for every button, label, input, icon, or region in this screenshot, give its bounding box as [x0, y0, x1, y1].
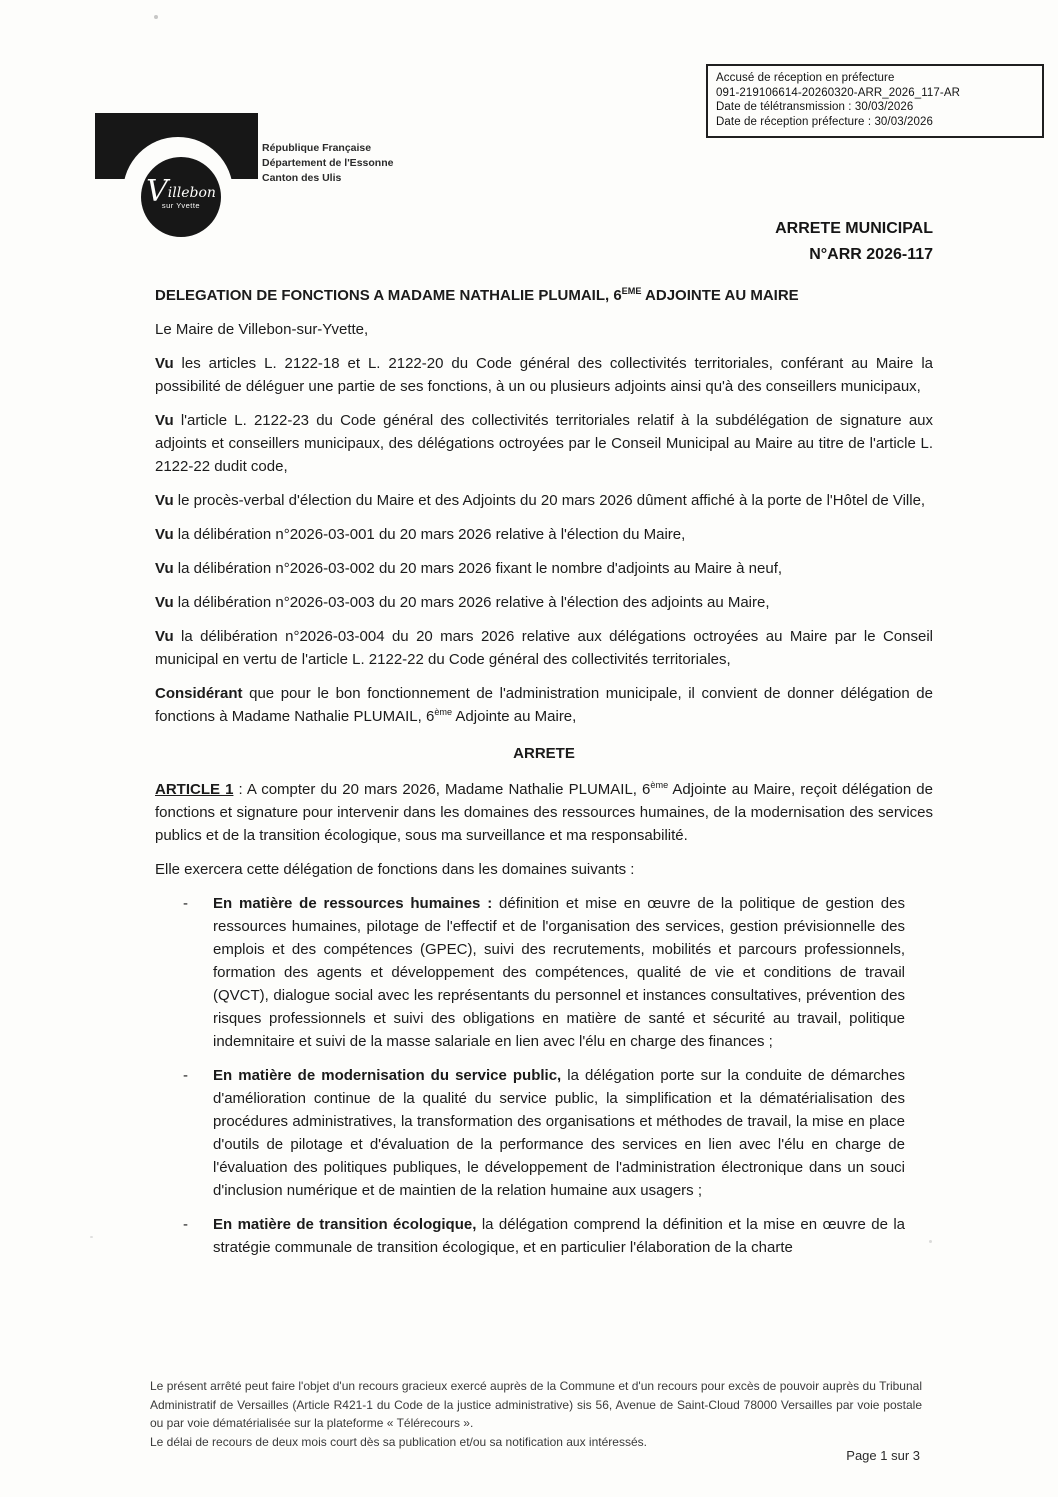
- article1-paragraph: ARTICLE 1 : A compter du 20 mars 2026, Madame Nathalie PLUMAIL, 6ème Adjointe au Maire, reçoit délégation de fonctions et signature pour intervenir dans les domaines des ressources humaines, de la modernisation des services publics et de la transition écologique, sous ma surveillance et ma responsabilité.: [155, 780, 933, 844]
- delegation-intro: Elle exercera cette délégation de fonctions dans les domaines suivants :: [155, 861, 635, 878]
- reception-line: Accusé de réception en préfecture: [716, 72, 895, 84]
- dash-marker: -: [183, 895, 188, 912]
- recital-paragraph: Vu le procès-verbal d'élection du Maire et des Adjoints du 20 mars 2026 dûment affiché à la porte de l'Hôtel de Ville,: [155, 492, 926, 509]
- document-body: [155, 284, 933, 1270]
- doc-title-line: ARRETE MUNICIPAL: [775, 220, 933, 237]
- delegation-item: [183, 892, 905, 1053]
- footer-line: Le présent arrêté peut faire l'objet d'un recours gracieux exercé auprès de la Commune et d'un recours pour excès de pouvoir auprès du Tribunal Administratif de Versailles (Article R421-1 du Code de la justice administrative) sis 56, Avenue de Saint-Cloud 78000 Versailles par voie postale ou par voie dématérialisée sur la plateforme « Télérecours ».: [150, 1379, 922, 1430]
- footer-note: [150, 1377, 922, 1451]
- logo-wordmark: Villebon: [146, 173, 216, 209]
- delegation-item: [183, 1064, 905, 1202]
- reception-line: Date de télétransmission : 30/03/2026: [716, 101, 914, 113]
- arrete-label: ARRETE: [513, 745, 575, 762]
- recital-paragraph: Vu la délibération n°2026-03-003 du 20 mars 2026 relative à l'élection des adjoints au Maire,: [155, 594, 770, 611]
- recital-paragraph: Vu les articles L. 2122-18 et L. 2122-20 du Code général des collectivités territoriales, conférant au Maire la possibilité de déléguer une partie de ses fonctions, à un ou plusieurs adjoints ainsi qu'à des conseillers municipaux,: [155, 355, 933, 395]
- doc-number: N°ARR 2026-117: [809, 246, 933, 263]
- commune-logo: [95, 112, 270, 257]
- prefecture-reception-stamp: [706, 64, 1044, 138]
- recital-paragraph: Vu l'article L. 2122-23 du Code général des collectivités territoriales relatif à la subdélégation de signature aux adjoints et conseillers municipaux, des délégations octroyées par le Conseil Municipal au Maire au titre de l'article L. 2122-22 dudit code,: [155, 412, 933, 475]
- doc-title: [775, 216, 933, 268]
- recital-paragraph: Vu la délibération n°2026-03-001 du 20 mars 2026 relative à l'élection du Maire,: [155, 526, 686, 543]
- considerant-paragraph: Considérant que pour le bon fonctionnement de l'administration municipale, il convient de donner délégation de fonctions à Madame Nathalie PLUMAIL, 6ème Adjointe au Maire,: [155, 685, 933, 725]
- footer-line: Le délai de recours de deux mois court dès sa publication et/ou sa notification aux intéressés.: [150, 1434, 647, 1449]
- doc-heading: DELEGATION DE FONCTIONS A MADAME NATHALIE PLUMAIL, 6EME ADJOINTE AU MAIRE: [155, 286, 799, 304]
- delegation-item: [183, 1213, 905, 1259]
- salutation: Le Maire de Villebon-sur-Yvette,: [155, 321, 369, 338]
- recital-paragraph: Vu la délibération n°2026-03-002 du 20 mars 2026 fixant le nombre d'adjoints au Maire à neuf,: [155, 560, 783, 577]
- region-line: République Française: [262, 142, 372, 154]
- page-number: Page 1 sur 3: [846, 1448, 920, 1463]
- republic-lines: [262, 141, 393, 186]
- delegation-item-text: En matière de ressources humaines : définition et mise en œuvre de la politique de gestion des ressources humaines, pilotage de l'effectif et de l'organisation des services, gestion prévisionnelle des emplois et des compétences (GPEC), suivi des recrutements, mobilités et parcours professionnels, formation des agents et développement des compétences, qualité de vie et conditions de travail (QVCT), dialogue social avec les représentants du personnel et instances consultatives, prévention des risques professionnels et suivi des obligations en matière de santé et sécurité au travail, politique indemnitaire et suivi de la masse salariale en lien avec l'élu en charge des finances ;: [213, 895, 905, 1050]
- scan-artifact: [154, 15, 158, 19]
- region-line: Canton des Ulis: [262, 172, 342, 184]
- article1-label: ARTICLE 1: [155, 781, 234, 798]
- region-line: Département de l'Essonne: [262, 157, 394, 169]
- dash-marker: -: [183, 1067, 188, 1084]
- logo-seal: [141, 157, 221, 237]
- reception-line: 091-219106614-20260320-ARR_2026_117-AR: [716, 86, 960, 99]
- scan-artifact: [90, 1236, 93, 1238]
- logo-subtitle: sur Yvette: [161, 200, 201, 210]
- dash-marker: -: [183, 1216, 188, 1233]
- delegation-item-text: En matière de modernisation du service public, la délégation porte sur la conduite de démarches d'amélioration continue de la qualité du service public, la simplification et la dématérialisation des procédures administratives, la transformation des organisations et méthodes de travail, la mise en place d'outils de pilotage et d'évaluation de la performance des services en lien avec l'élu en charge de l'évaluation des politiques publiques, le développement de l'administration électronique dans un souci d'inclusion numérique et de maintien de la relation humaine aux usagers ;: [213, 1067, 905, 1199]
- reception-line: Date de réception préfecture : 30/03/2026: [716, 115, 933, 128]
- recital-paragraph: Vu la délibération n°2026-03-004 du 20 mars 2026 relative aux délégations octroyées au Maire par le Conseil municipal en vertu de l'article L. 2122-22 du Code général des collectivités territoriales,: [155, 628, 933, 668]
- delegation-item-text: En matière de transition écologique, la délégation comprend la définition et la mise en œuvre de la stratégie communale de transition écologique, et en particulier l'élaboration de la charte: [213, 1216, 905, 1256]
